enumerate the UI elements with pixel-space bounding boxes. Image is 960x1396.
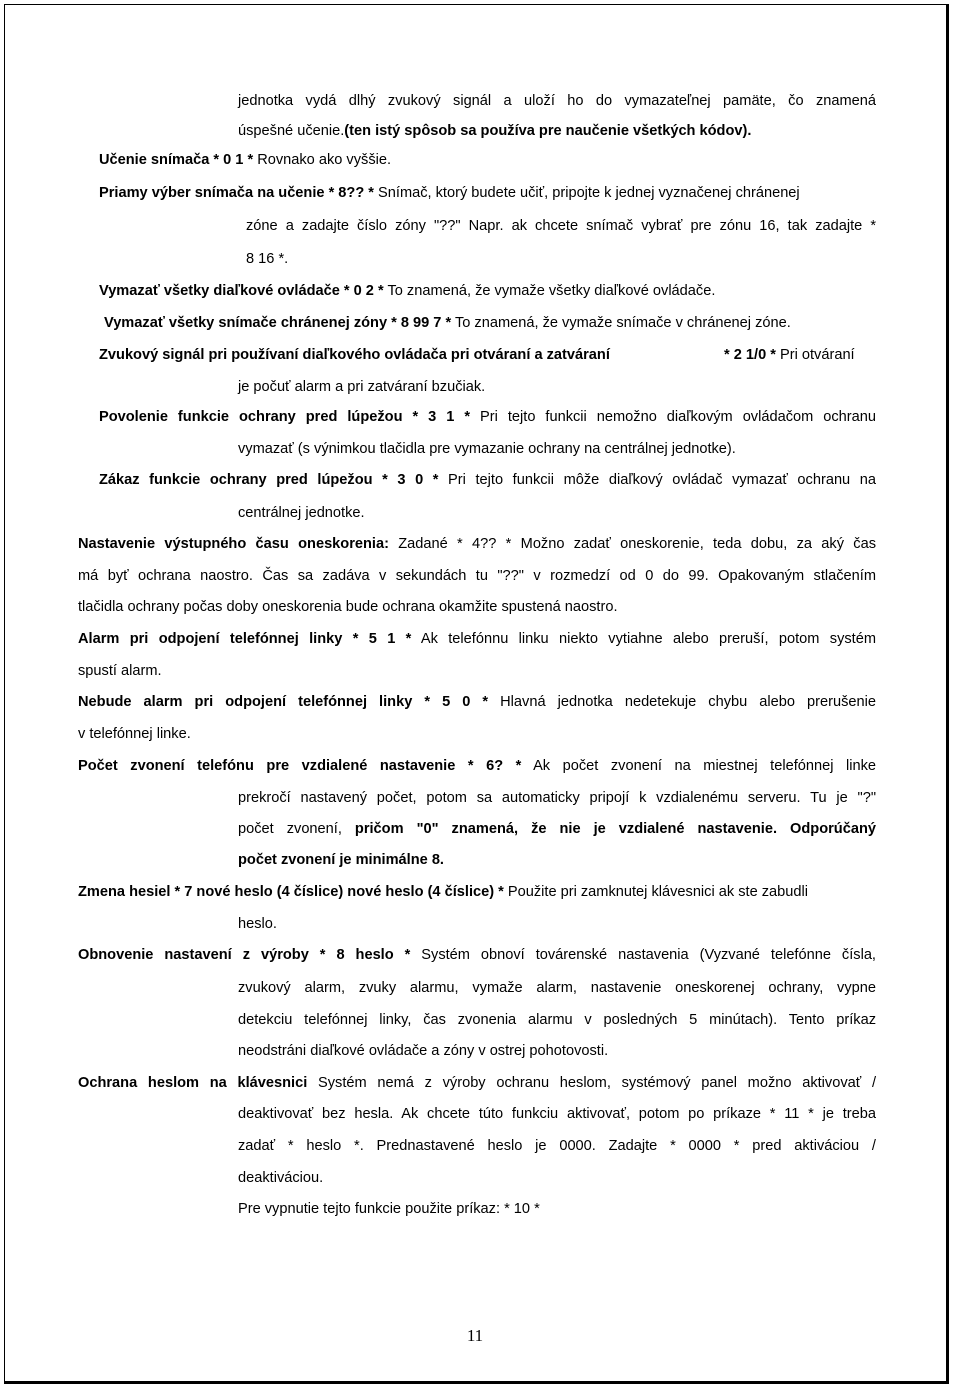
text-line: zadať * heslo *. Prednastavené heslo je 0000. Zadajte * 0000 * pred aktiváciou / bbox=[238, 1138, 876, 1154]
text-line: Alarm pri odpojení telefónnej linky * 5 1 * Ak telefónnu linku niekto vytiahne alebo preruší, potom systém bbox=[78, 631, 876, 647]
text-line: 8 16 *. bbox=[246, 251, 289, 267]
page-number: 11 bbox=[466, 1326, 484, 1345]
text-line: prekročí nastavený počet, potom sa automaticky pripojí k vzdialenému serveru. Tu je "?" bbox=[238, 790, 876, 806]
text-line: Pre vypnutie tejto funkcie použite príkaz: * 10 * bbox=[238, 1201, 540, 1217]
text-line: Ochrana heslom na klávesnici Systém nemá z výroby ochranu heslom, systémový panel možno aktivovať / bbox=[78, 1075, 876, 1091]
text-line: Vymazať všetky snímače chránenej zóny * 8 99 7 * To znamená, že vymaže snímače v chránenej zóne. bbox=[104, 315, 791, 331]
text-line: Počet zvonení telefónu pre vzdialené nastavenie * 6? * Ak počet zvonení na miestnej telefónnej linke bbox=[78, 758, 877, 774]
text-line: Nebude alarm pri odpojení telefónnej linky * 5 0 * Hlavná jednotka nedetekuje chybu alebo prerušenie bbox=[78, 694, 876, 710]
text-line: jednotka vydá dlhý zvukový signál a uloží ho do vymazateľnej pamäte, čo znamená bbox=[238, 93, 876, 109]
text-line: heslo. bbox=[238, 916, 277, 932]
text-line: vymazať (s výnimkou tlačidla pre vymazanie ochrany na centrálnej jednotke). bbox=[238, 441, 736, 457]
text-line: Nastavenie výstupného času oneskorenia: Zadané * 4?? * Možno zadať oneskorenie, teda dobu, za aký čas bbox=[78, 536, 876, 552]
text-line: zóne a zadajte číslo zóny "??" Napr. ak chcete snímač vybrať pre zónu 16, tak zadajte * bbox=[246, 218, 876, 234]
text-line: detekciu telefónnej linky, čas zvonenia alarmu v posledných 5 minútach). Tento príkaz bbox=[238, 1012, 876, 1028]
text-line: spustí alarm. bbox=[78, 663, 162, 679]
text-line: Zmena hesiel * 7 nové heslo (4 číslice) nové heslo (4 číslice) * Použite pri zamknutej klávesnici ak ste zabudli bbox=[78, 884, 809, 900]
text-line: počet zvonení, pričom "0" znamená, že nie je vzdialené nastavenie. Odporúčaný bbox=[238, 821, 876, 837]
text-line: Učenie snímača * 0 1 * Rovnako ako vyššie. bbox=[99, 152, 392, 168]
text-line: Priamy výber snímača na učenie * 8?? * Snímač, ktorý budete učiť, pripojte k jednej vyznačenej chránenej bbox=[99, 185, 800, 201]
text-line: je počuť alarm a pri zatváraní bzučiak. bbox=[238, 379, 486, 395]
text-line: Obnovenie nastavení z výroby * 8 heslo * Systém obnoví továrenské nastavenia (Vyzvané telefónne čísla, bbox=[78, 947, 876, 963]
text-line: neodstráni diaľkové ovládače a zóny v ostrej pohotovosti. bbox=[238, 1043, 609, 1059]
text-line: v telefónnej linke. bbox=[78, 726, 191, 742]
text-line: deaktivovať bez hesla. Ak chcete túto funkciu aktivovať, potom po príkaze * 11 * je treba bbox=[238, 1106, 876, 1122]
text-line: Zákaz funkcie ochrany pred lúpežou * 3 0 * Pri tejto funkcii môže diaľkový ovládač vymazať ochranu na bbox=[99, 472, 876, 488]
text-line: centrálnej jednotke. bbox=[238, 505, 365, 521]
text-line: Vymazať všetky diaľkové ovládače * 0 2 * To znamená, že vymaže všetky diaľkové ovládače. bbox=[99, 283, 716, 299]
text-line: tlačidla ochrany počas doby oneskorenia bude ochrana okamžite spustená naostro. bbox=[78, 599, 618, 615]
text-line: úspešné učenie.(ten istý spôsob sa používa pre naučenie všetkých kódov). bbox=[238, 123, 752, 139]
text-line: deaktiváciou. bbox=[238, 1170, 324, 1186]
text-line: počet zvonení je minimálne 8. bbox=[238, 852, 444, 868]
text-line: zvukový alarm, zvuky alarmu, vymaže alarm, nastavenie oneskorenej ochrany, vypne bbox=[238, 980, 876, 996]
text-line: Zvukový signál pri používaní diaľkového ovládača pri otváraní a zatváraní bbox=[99, 347, 610, 363]
text-line: * 2 1/0 * Pri otváraní bbox=[724, 347, 855, 363]
text-line: Povolenie funkcie ochrany pred lúpežou * 3 1 * Pri tejto funkcii nemožno diaľkovým ovládačom ochranu bbox=[99, 409, 876, 425]
text-line: má byť ochrana naostro. Čas sa zadáva v sekundách tu "??" v rozmedzí od 0 do 99. Opakovaným stlačením bbox=[78, 568, 876, 584]
